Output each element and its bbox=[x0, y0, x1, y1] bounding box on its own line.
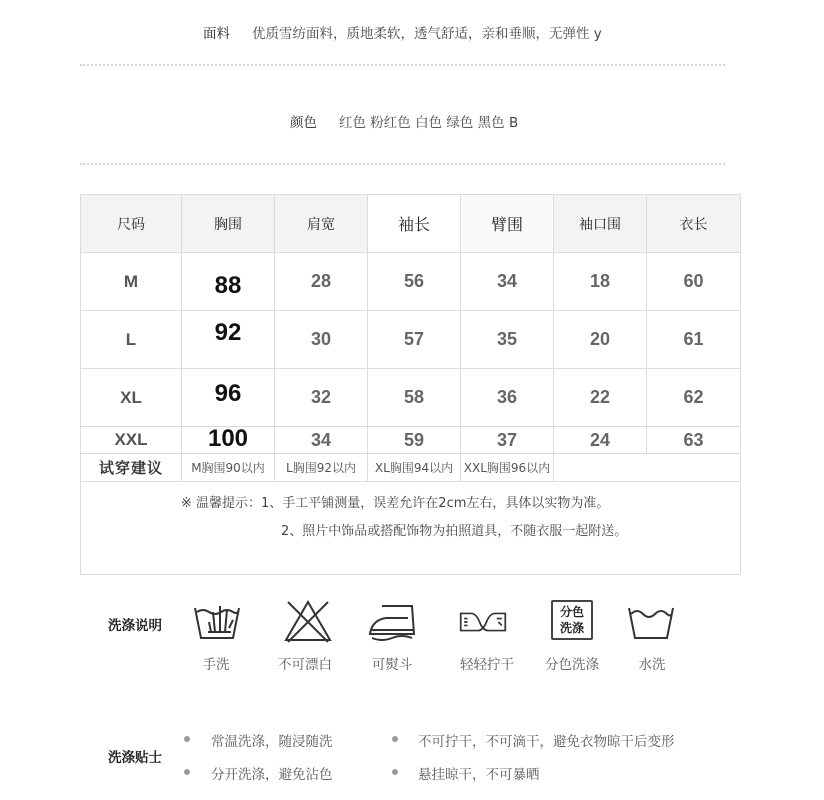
table-cell: 60 bbox=[647, 253, 741, 311]
chest-cell: 88 bbox=[182, 253, 275, 311]
bullet-icon bbox=[392, 769, 398, 775]
bullet-icon bbox=[184, 736, 190, 742]
wash-tip: 不可拧干，不可滴干，避免衣物晾干后变形 bbox=[418, 734, 675, 750]
fabric-description: 优质雪纺面料，质地柔软，透气舒适，亲和垂顺，无弹性 y bbox=[252, 26, 602, 42]
divider bbox=[80, 64, 725, 66]
fit-suggestion-cell: XXL胸围96以内 bbox=[461, 454, 554, 482]
wash-icon-label: 可熨斗 bbox=[371, 657, 413, 673]
wash-icon-label: 水洗 bbox=[638, 657, 666, 673]
table-cell: 32 bbox=[275, 369, 368, 427]
table-cell: 61 bbox=[647, 311, 741, 369]
chest-cell: 100 bbox=[182, 427, 275, 454]
table-row bbox=[81, 311, 741, 369]
color-options: 红色 粉红色 白色 绿色 黑色 B bbox=[339, 115, 519, 131]
notes-cell bbox=[81, 482, 741, 575]
color-label: 颜色 bbox=[290, 115, 317, 131]
wash-tip: 常温洗涤，随浸随洗 bbox=[211, 734, 333, 750]
wash-icon-label: 分色洗涤 bbox=[545, 657, 599, 673]
separate-color-icon bbox=[551, 600, 593, 640]
header-chest: 胸围 bbox=[182, 195, 275, 253]
table-cell: 36 bbox=[461, 369, 554, 427]
fit-suggestion-label: 试穿建议 bbox=[81, 454, 182, 482]
header-shoulder: 肩宽 bbox=[275, 195, 368, 253]
table-header-row bbox=[81, 195, 741, 253]
separate-color-icon-text: 洗涤 bbox=[559, 621, 584, 635]
table-cell: 22 bbox=[554, 369, 647, 427]
table-row bbox=[81, 427, 741, 454]
size-table bbox=[80, 194, 741, 575]
note-line-2: 2、照片中饰品或搭配饰物为拍照道具，不随衣服一起附送。 bbox=[281, 524, 628, 539]
table-cell: 20 bbox=[554, 311, 647, 369]
wash-instructions-title: 洗涤说明 bbox=[108, 618, 162, 634]
header-cuff: 袖口围 bbox=[554, 195, 647, 253]
table-cell: 59 bbox=[368, 427, 461, 454]
chest-cell: 92 bbox=[182, 311, 275, 369]
table-cell: 28 bbox=[275, 253, 368, 311]
chest-cell: 96 bbox=[182, 369, 275, 427]
iron-icon bbox=[368, 598, 416, 646]
bullet-icon bbox=[184, 769, 190, 775]
table-cell: 24 bbox=[554, 427, 647, 454]
table-row bbox=[81, 253, 741, 311]
header-sleeve-length: 袖长 bbox=[368, 195, 461, 253]
wash-tip: 悬挂晾干，不可暴晒 bbox=[418, 767, 540, 783]
wash-icon-label: 手洗 bbox=[202, 657, 230, 673]
header-length: 衣长 bbox=[647, 195, 741, 253]
hand-wash-icon bbox=[193, 598, 241, 646]
table-row bbox=[81, 369, 741, 427]
wash-icon-label: 不可漂白 bbox=[278, 657, 332, 673]
divider bbox=[80, 163, 725, 165]
water-wash-icon bbox=[627, 598, 675, 646]
table-cell: 63 bbox=[647, 427, 741, 454]
wash-tip: 分开洗涤，避免沾色 bbox=[211, 767, 333, 783]
fabric-label: 面料 bbox=[203, 26, 230, 42]
no-bleach-icon bbox=[284, 598, 332, 646]
fit-suggestion-cell: M胸围90以内 bbox=[182, 454, 275, 482]
note-line-1: ※ 温馨提示：1、手工平铺测量，误差允许在2cm左右，具体以实物为准。 bbox=[181, 496, 610, 511]
table-cell: 35 bbox=[461, 311, 554, 369]
table-cell: 37 bbox=[461, 427, 554, 454]
size-cell: M bbox=[81, 253, 182, 311]
gentle-wring-icon bbox=[459, 598, 507, 646]
table-cell: 18 bbox=[554, 253, 647, 311]
table-cell: 62 bbox=[647, 369, 741, 427]
table-cell: 30 bbox=[275, 311, 368, 369]
table-cell: 34 bbox=[461, 253, 554, 311]
fit-suggestion-row bbox=[81, 454, 741, 482]
header-size: 尺码 bbox=[81, 195, 182, 253]
size-cell: L bbox=[81, 311, 182, 369]
fit-suggestion-cell bbox=[554, 454, 647, 482]
separate-color-icon-text: 分色 bbox=[559, 605, 584, 619]
notes-row bbox=[81, 482, 741, 575]
fit-suggestion-cell: L胸围92以内 bbox=[275, 454, 368, 482]
size-cell: XL bbox=[81, 369, 182, 427]
wash-tips-title: 洗涤贴士 bbox=[108, 750, 162, 766]
table-cell: 34 bbox=[275, 427, 368, 454]
fit-suggestion-cell bbox=[647, 454, 741, 482]
table-cell: 56 bbox=[368, 253, 461, 311]
table-cell: 58 bbox=[368, 369, 461, 427]
bullet-icon bbox=[392, 736, 398, 742]
fit-suggestion-cell: XL胸围94以内 bbox=[368, 454, 461, 482]
table-cell: 57 bbox=[368, 311, 461, 369]
wash-icon-label: 轻轻拧干 bbox=[460, 657, 514, 673]
size-cell: XXL bbox=[81, 427, 182, 454]
header-arm-circumference: 臂围 bbox=[461, 195, 554, 253]
